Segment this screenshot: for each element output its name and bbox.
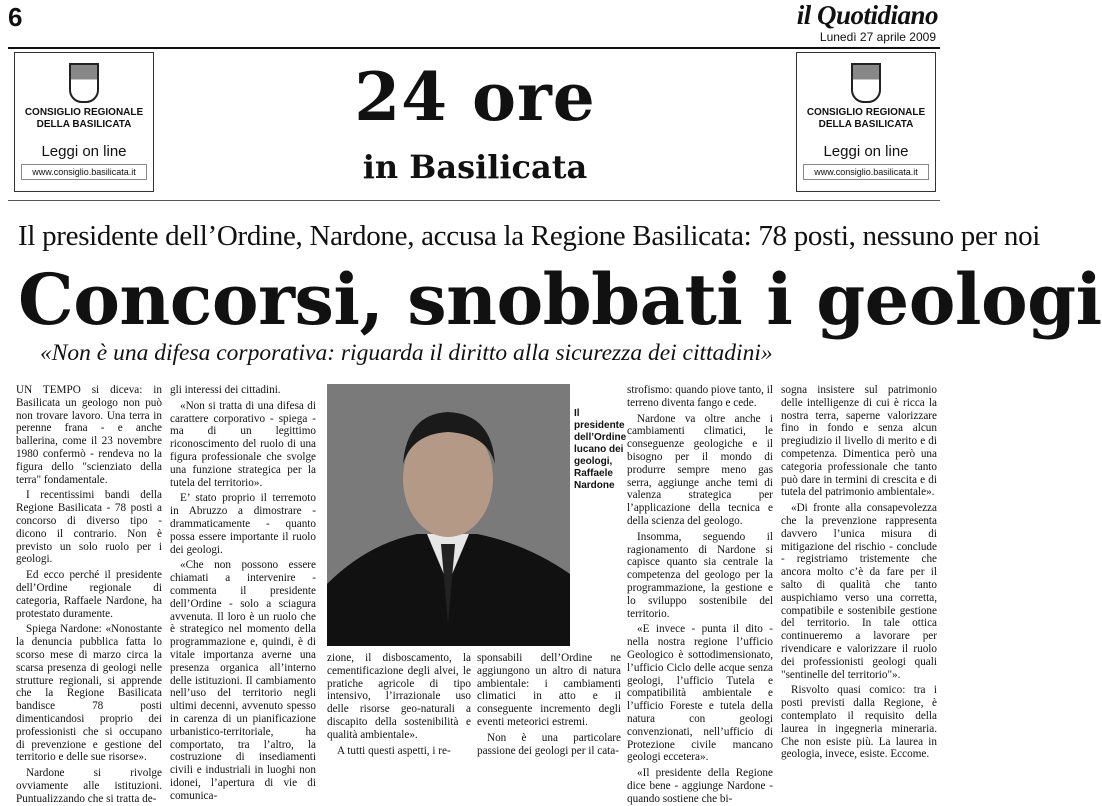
- paragraph: Ed ecco perché il presidente dell’Ordine regionale di categoria, Raffaele Nardone, ha protestato duramente.: [16, 569, 162, 620]
- ad-org-line1: CONSIGLIO REGIONALE: [806, 107, 926, 118]
- paragraph: strofismo: quando piove tanto, il terreno diventa fango e cede.: [627, 384, 773, 409]
- article-column-3: [327, 652, 471, 756]
- ad-url: www.consiglio.basilicata.it: [803, 164, 929, 180]
- paragraph: Nardone va oltre anche i cambiamenti climatici, le conseguenze geologiche e il bisogno per il mondo di produrre sempre meno gas serra, aggiunge anche temi di valenza strategica per l’applicazione della tecnica e della scienza del geologo.: [627, 412, 773, 527]
- section-rule: [8, 200, 940, 201]
- paragraph: sogna insistere sul patrimonio delle intelligenze di cui è ricca la nostra terra, saperne valorizzare fino in fondo e senza alcun pregiudizio il livello di merito e di competenza. Dimentica però una categoria professionale che tanto può dare in termini di crescita e di tutela del patrimonio ambientale».: [781, 384, 937, 499]
- paragraph: «Di fronte alla consapevolezza che la prevenzione rappresenta davvero l’unica misura di mitigazione del rischio - conclude - registriamo tristemente che ancora molto c’è da fare per il salto di qualità che tanto auspichiamo verso una corretta, compatibile e sostenibile gestione del territorio. In tale ottica continueremo a lavorare per rivendicare e valorizzare il ruolo dei professionisti geologi quali "sentinelle del territorio"».: [781, 502, 937, 681]
- ad-leggi: Leggi on line: [823, 143, 909, 160]
- article-column-2: [170, 384, 316, 802]
- paragraph: «Il presidente della Regione dice bene - aggiunge Nardone - quando sostiene che bi-: [627, 767, 773, 805]
- page-number: 6: [8, 2, 23, 32]
- masthead: il Quotidiano: [796, 0, 938, 30]
- paragraph: E’ stato proprio il terremoto in Abruzzo a dimostrare - drammaticamente - quanto possa essere importante il ruolo dei geologi.: [170, 492, 316, 556]
- coat-of-arms-icon: [69, 63, 99, 103]
- issue-date: Lunedì 27 aprile 2009: [819, 30, 936, 44]
- article-column-4: [477, 652, 621, 756]
- article-column-6: [781, 384, 937, 761]
- paragraph: Nardone si rivolge ovviamente alle istituzioni. Puntualizzando che si tratta de-: [16, 767, 162, 805]
- paragraph: «E invece - punta il dito - nella nostra regione l’ufficio Geologico è sottodimensionato, l’ufficio Ciclo delle acque senza geologi, l’ufficio Tutela e compatibilità ambientale e l’ufficio Foreste e tutela della natura con geologi convenzionati, nell’ufficio di Protezione civile mancano geologi eccetera».: [627, 623, 773, 764]
- ad-leggi: Leggi on line: [41, 143, 127, 160]
- ad-org-line1: CONSIGLIO REGIONALE: [24, 107, 144, 118]
- article-headline: Concorsi, snobbati i geologi: [18, 258, 1102, 341]
- article-kicker: Il presidente dell’Ordine, Nardone, accusa la Regione Basilicata: 78 posti, nessuno per noi: [18, 220, 1041, 252]
- coat-of-arms-icon: [851, 63, 881, 103]
- article-column-5: [627, 384, 773, 805]
- article-column-1: [16, 384, 162, 805]
- ad-url: www.consiglio.basilicata.it: [21, 164, 147, 180]
- header-rule: [8, 47, 940, 49]
- paragraph: zione, il disboscamento, la cementificazione degli alvei, le pratiche agricole di tipo intensivo, l’irrazionale uso delle risorse geo-naturali a discapito della sostenibilità e qualità ambientale».: [327, 652, 471, 741]
- paragraph: Spiega Nardone: «Nonostante la denuncia pubblica fatta lo scorso mese di marzo circa la scarsa presenza di geologi nelle strutture regionali, si apprende che la Regione Basilicata bandisce 78 posti dimenticandosi proprio dei professionisti che si occupano di prevenzione e gestione del territorio e delle sue risorse».: [16, 623, 162, 764]
- paragraph: Insomma, seguendo il ragionamento di Nardone si capisce quanto sia centrale la competenza del geologo per la programmazione, la gestione e lo sviluppo sostenibile del territorio.: [627, 530, 773, 620]
- photo-caption: Il presidente dell’Ordine lucano dei geologi, Raffaele Nardone: [574, 408, 627, 491]
- portrait-photo: [327, 384, 570, 646]
- portrait-illustration: [327, 384, 570, 646]
- article-subhead: «Non è una difesa corporativa: riguarda il diritto alla sicurezza dei cittadini»: [40, 340, 773, 366]
- paragraph: A tutti questi aspetti, i re-: [337, 744, 451, 757]
- paragraph: gli interessi dei cittadini.: [170, 384, 281, 396]
- ad-org-line2: DELLA BASILICATA: [36, 119, 132, 130]
- paragraph: I recentissimi bandi della Regione Basilicata - 78 posti a concorso di diverso tipo - dicono il contrario. Non è previsto un solo ruolo per i geologi.: [16, 489, 162, 566]
- paragraph: «Che non possono essere chiamati a intervenire - commenta il presidente dell’Ordine - solo a sciagura avvenuta. Il loro è un ruolo che è strategico nel momento della programmazione e, quindi, è di vitale importanza averne una presenza organica all’interno delle istituzioni. Il cambiamento nell’uso del territorio negli ultimi decenni, avvenuto spesso in carenza di un pianificazione urbanistico-territoriale, ha comportato, tra l’altro, la costruzione di insediamenti civili e industriali in luoghi non idonei, l’apertura di vie di comunica-: [170, 559, 316, 802]
- paragraph: Risvolto quasi comico: tra i posti previsti dalla Regione, è contemplato il requisito della laurea in ingegneria mineraria. Che non esiste più. La laurea in geologia, invece, esiste. Eccome.: [781, 684, 937, 761]
- paragraph: sponsabili dell’Ordine ne aggiungono un altro di natura ambientale: i cambiamenti climatici in atto e il conseguente incremento degli eventi meteorici estremi.: [477, 652, 621, 728]
- ad-box-right: [796, 52, 936, 192]
- paragraph: UN TEMPO si diceva: in Basilicata un geologo non può non trovare lavoro. Una terra in perenne frana - e anche ballerina, come il 23 novembre 1980 confermò - rendeva no la figura dello "scienziato della terra" fondamentale.: [16, 384, 162, 486]
- paragraph: «Non si tratta di una difesa di carattere corporativo - spiega - ma di un legittimo riconoscimento del ruolo di una figura professionale che svolge una funzione strategica per la tutela del territorio».: [170, 399, 316, 489]
- ad-org-line2: DELLA BASILICATA: [818, 119, 914, 130]
- paragraph: Non è una particolare passione dei geologi per il cata-: [477, 731, 621, 757]
- section-title: 24 ore: [354, 58, 596, 136]
- ad-box-left: [14, 52, 154, 192]
- section-subtitle: in Basilicata: [362, 148, 588, 186]
